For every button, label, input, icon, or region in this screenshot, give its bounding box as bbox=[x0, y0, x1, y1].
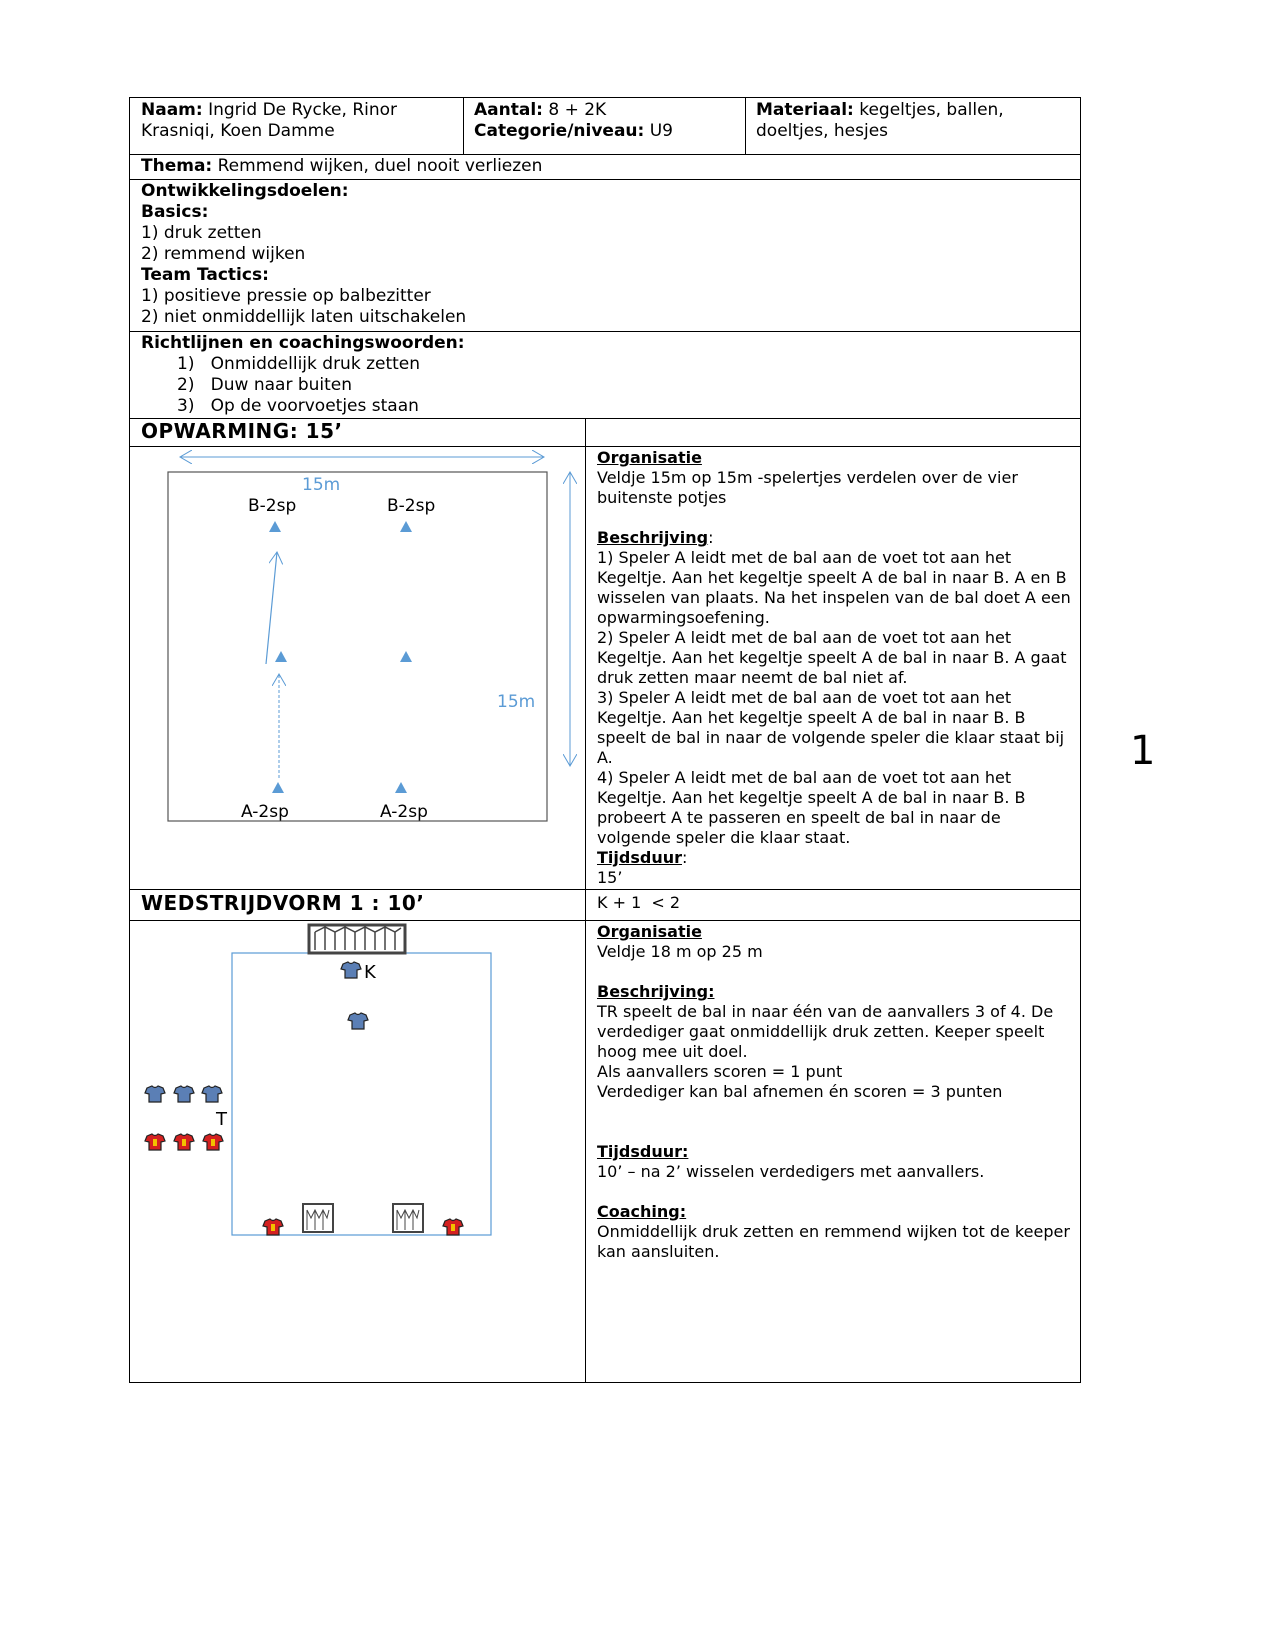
org-title: Organisatie bbox=[597, 448, 702, 467]
cone-icon bbox=[400, 521, 412, 532]
basics-title: Basics: bbox=[141, 202, 209, 222]
basics-item: 1) druk zetten bbox=[141, 223, 262, 243]
materiaal-label: Materiaal: bbox=[756, 100, 854, 120]
coaching-line: kan aansluiten. bbox=[597, 1242, 720, 1261]
row-divider bbox=[129, 889, 1081, 890]
group-label-a-right: A-2sp bbox=[380, 802, 428, 822]
group-label-b-left: B-2sp bbox=[248, 496, 297, 516]
aantal-label: Aantal: bbox=[474, 100, 543, 120]
aantal-value: 8 + 2K bbox=[548, 100, 607, 120]
page-number: 1 bbox=[1130, 728, 1156, 774]
row-divider bbox=[129, 920, 1081, 921]
coaching-line: Onmiddellijk druk zetten en remmend wijken tot de keeper bbox=[597, 1222, 1070, 1241]
tijd-value: 15’ bbox=[597, 868, 623, 887]
blue-shirt-icon bbox=[202, 1086, 222, 1102]
naam-label: Naam: bbox=[141, 100, 203, 120]
besch-line: opwarmingsoefening. bbox=[597, 608, 770, 627]
besch-line: 2) Speler A leidt met de bal aan de voet tot aan het bbox=[597, 628, 1012, 647]
wedstrijd-text bbox=[597, 922, 1075, 1262]
red-shirt-icon bbox=[203, 1134, 223, 1150]
wedstrijd-subtitle: K + 1 < 2 bbox=[597, 893, 681, 912]
keeper-shirt-icon bbox=[341, 962, 361, 978]
team-item: 1) positieve pressie op balbezitter bbox=[141, 286, 431, 306]
cone-icon bbox=[400, 651, 412, 662]
row-divider bbox=[129, 446, 1081, 447]
field-rect bbox=[168, 472, 547, 821]
row-divider bbox=[129, 154, 1081, 155]
cone-icon bbox=[395, 782, 407, 793]
blue-shirt-icon bbox=[145, 1086, 165, 1102]
col-divider bbox=[745, 97, 746, 154]
col-divider bbox=[463, 97, 464, 154]
thema-label: Thema: bbox=[141, 156, 213, 176]
team-tactics-title: Team Tactics: bbox=[141, 265, 269, 285]
cone-icon bbox=[269, 521, 281, 532]
besch-line: volgende speler die klaar staat. bbox=[597, 828, 851, 847]
categorie-value: U9 bbox=[649, 121, 673, 141]
besch-line: 3) Speler A leidt met de bal aan de voet tot aan het bbox=[597, 688, 1012, 707]
thema-value: Remmend wijken, duel nooit verliezen bbox=[217, 156, 543, 176]
cone-icon bbox=[275, 651, 287, 662]
besch-line: Kegeltje. Aan het kegeltje speelt A de bal in naar B. A en B bbox=[597, 568, 1067, 587]
thema-cell bbox=[141, 156, 542, 177]
besch-line: A. bbox=[597, 748, 613, 767]
besch-line: druk zetten maar neemt de bal niet af. bbox=[597, 668, 908, 687]
opwarming-text bbox=[597, 448, 1075, 888]
width-label: 15m bbox=[302, 475, 341, 495]
besch-line: Kegeltje. Aan het kegeltje speelt A de bal in naar B. B bbox=[597, 708, 1026, 727]
org-line: Veldje 15m op 15m -spelertjes verdelen over de vier bbox=[597, 468, 1018, 487]
besch-line: hoog mee uit doel. bbox=[597, 1042, 748, 1061]
small-goal-icon bbox=[393, 1204, 423, 1232]
categorie-label: Categorie/niveau: bbox=[474, 121, 645, 141]
richtlijn-item: 2) Duw naar buiten bbox=[177, 375, 353, 395]
richtlijn-item: 3) Op de voorvoetjes staan bbox=[177, 396, 419, 416]
org-title: Organisatie bbox=[597, 922, 702, 941]
besch-line: speelt de bal in naar de volgende speler die klaar staat bij bbox=[597, 728, 1065, 747]
richtlijnen-cell bbox=[141, 333, 465, 417]
row-divider bbox=[129, 179, 1081, 180]
materiaal-cell bbox=[756, 100, 1076, 142]
naam-cell bbox=[141, 100, 456, 142]
red-shirt-icon bbox=[174, 1134, 194, 1150]
opwarming-diagram bbox=[140, 448, 580, 888]
besch-title: Beschrijving bbox=[597, 528, 709, 547]
besch-line: Verdediger kan bal afnemen én scoren = 3 punten bbox=[597, 1082, 1003, 1101]
ontwikkeling-cell bbox=[141, 181, 466, 328]
coaching-title: Coaching: bbox=[597, 1202, 687, 1221]
aantal-cell bbox=[474, 100, 739, 142]
blue-shirt-icon bbox=[174, 1086, 194, 1102]
besch-line: verdediger gaat onmiddellijk druk zetten. Keeper speelt bbox=[597, 1022, 1045, 1041]
team-item: 2) niet onmiddellijk laten uitschakelen bbox=[141, 307, 467, 327]
basics-item: 2) remmend wijken bbox=[141, 244, 306, 264]
richtlijnen-title: Richtlijnen en coachingswoorden: bbox=[141, 333, 465, 353]
opwarming-title: OPWARMING: 15’ bbox=[141, 419, 343, 443]
naam-value: Ingrid De Rycke, Rinor bbox=[208, 100, 398, 120]
field-rect bbox=[232, 953, 491, 1235]
attacker-shirt-icon bbox=[443, 1219, 463, 1235]
materiaal-value: kegeltjes, ballen, bbox=[859, 100, 1004, 120]
besch-title: Beschrijving: bbox=[597, 982, 715, 1001]
tijd-colon: : bbox=[681, 848, 688, 867]
group-label-a-left: A-2sp bbox=[241, 802, 289, 822]
red-shirt-icon bbox=[145, 1134, 165, 1150]
ontwikkeling-title: Ontwikkelingsdoelen: bbox=[141, 181, 349, 201]
cone-icon bbox=[272, 782, 284, 793]
small-goal-icon bbox=[303, 1204, 333, 1232]
org-line: Veldje 18 m op 25 m bbox=[597, 942, 763, 961]
group-label-b-right: B-2sp bbox=[387, 496, 436, 516]
besch-line: TR speelt de bal in naar één van de aanvallers 3 of 4. De bbox=[597, 1002, 1054, 1021]
wedstrijd-title: WEDSTRIJDVORM 1 : 10’ bbox=[141, 891, 425, 915]
tijd-value: 10’ – na 2’ wisselen verdedigers met aanvallers. bbox=[597, 1162, 985, 1181]
row-divider bbox=[129, 331, 1081, 332]
height-label: 15m bbox=[497, 692, 536, 712]
large-goal-icon bbox=[309, 925, 405, 953]
col-divider bbox=[585, 418, 586, 1383]
defender-shirt-icon bbox=[348, 1013, 368, 1029]
tijd-title: Tijdsduur: bbox=[597, 1142, 689, 1161]
besch-line: 4) Speler A leidt met de bal aan de voet tot aan het bbox=[597, 768, 1012, 787]
besch-line: 1) Speler A leidt met de bal aan de voet tot aan het bbox=[597, 548, 1012, 567]
richtlijn-item: 1) Onmiddellijk druk zetten bbox=[177, 354, 421, 374]
pass-arrow bbox=[266, 552, 277, 664]
org-line: buitenste potjes bbox=[597, 488, 727, 507]
besch-colon: : bbox=[708, 528, 714, 547]
tijd-title: Tijdsduur bbox=[597, 848, 682, 867]
besch-line: Kegeltje. Aan het kegeltje speelt A de bal in naar B. B bbox=[597, 788, 1026, 807]
wedstrijd-diagram bbox=[135, 922, 580, 1252]
besch-line: wisselen van plaats. Na het inspelen van de bal doet A een bbox=[597, 588, 1071, 607]
naam-value-2: Krasniqi, Koen Damme bbox=[141, 121, 335, 141]
trainer-label: T bbox=[216, 1109, 227, 1130]
besch-line: Kegeltje. Aan het kegeltje speelt A de bal in naar B. A gaat bbox=[597, 648, 1067, 667]
besch-line: Als aanvallers scoren = 1 punt bbox=[597, 1062, 843, 1081]
keeper-label: K bbox=[364, 962, 376, 983]
materiaal-value-2: doeltjes, hesjes bbox=[756, 121, 889, 141]
attacker-shirt-icon bbox=[263, 1219, 283, 1235]
besch-line: probeert A te passeren en speelt de bal in naar de bbox=[597, 808, 1001, 827]
